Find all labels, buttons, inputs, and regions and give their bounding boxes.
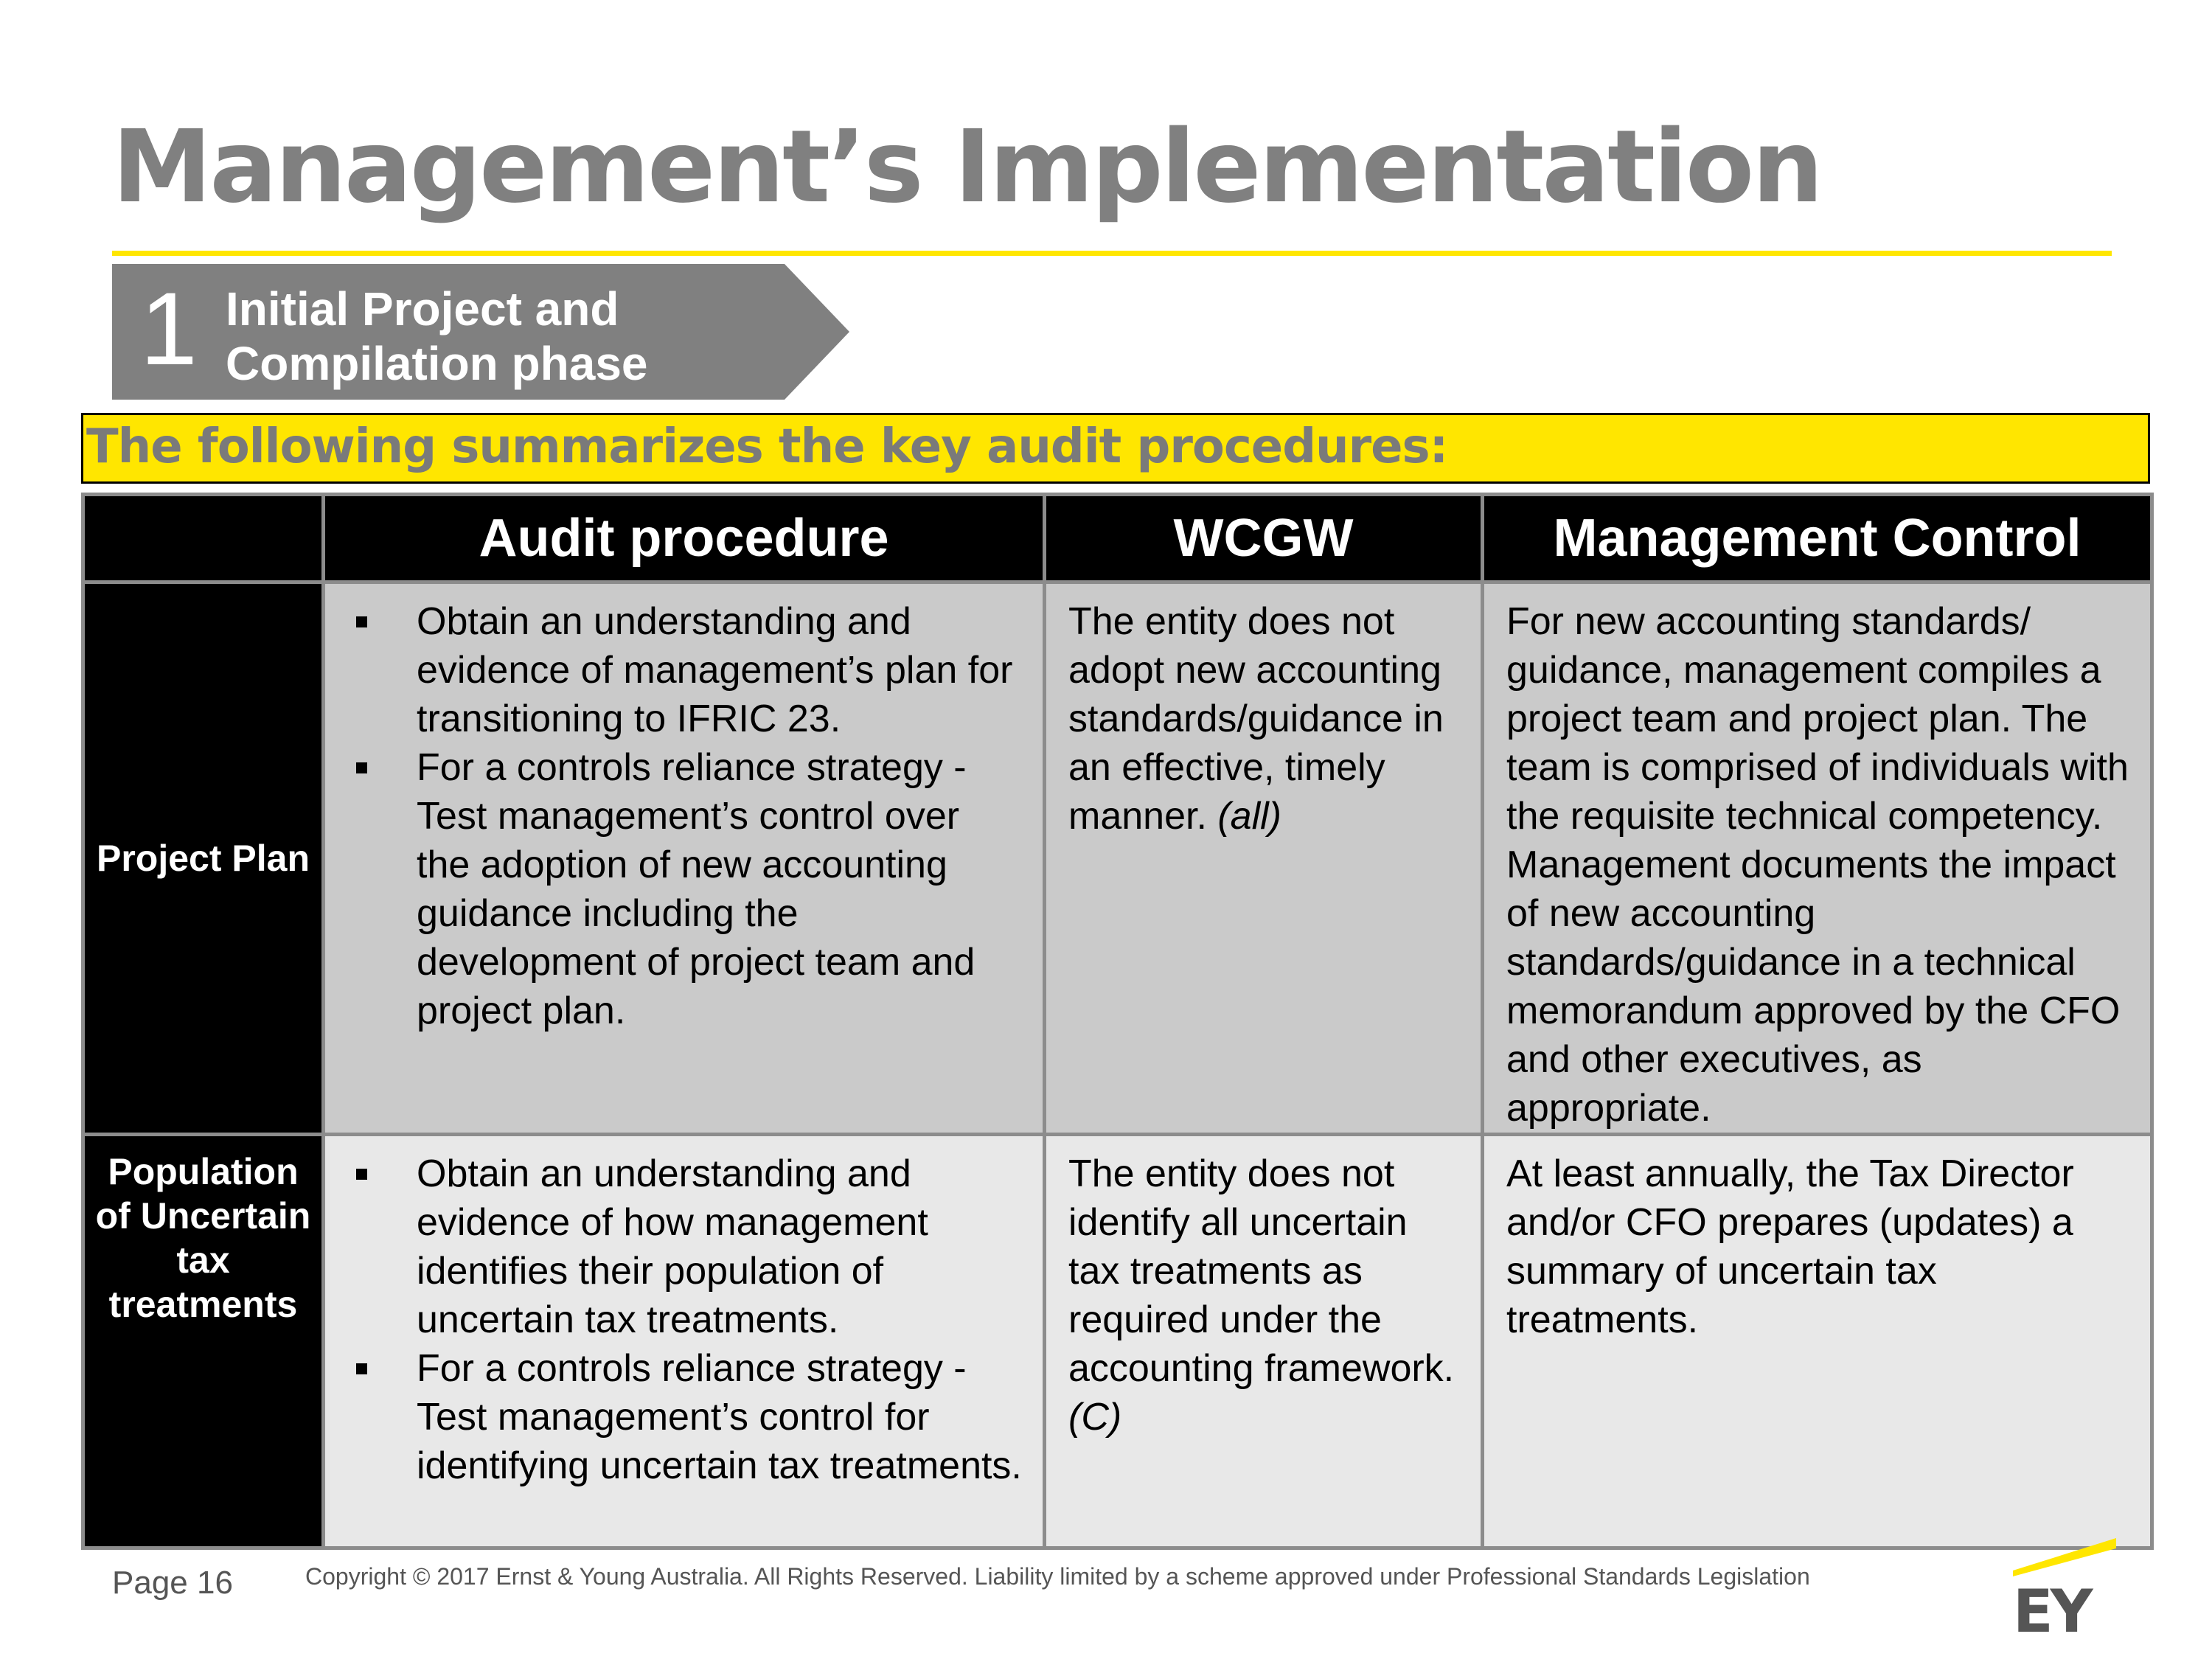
audit-procedures-table	[81, 493, 2154, 1550]
phase-number: 1	[140, 271, 198, 386]
management-control-text: At least annually, the Tax Director and/or CFO prepares (updates) a summary of uncertain tax treatments.	[1506, 1152, 2074, 1341]
copyright-notice: Copyright © 2017 Ernst & Young Australia. All Rights Reserved. Liability limited by a scheme approved under Professional Standards Legislation	[305, 1563, 1810, 1590]
table-row	[83, 1135, 2152, 1548]
management-control-cell	[1483, 582, 2152, 1135]
table-header-row	[83, 495, 2152, 582]
list-item: Obtain an understanding and evidence of how management identifies their population of uncertain tax treatments.	[325, 1150, 1022, 1344]
wcgw-text: The entity does not identify all uncertain tax treatments as required under the accounting framework.	[1068, 1152, 1455, 1390]
table-row	[83, 582, 2152, 1135]
wcgw-tag: (all)	[1217, 795, 1282, 838]
row-label	[83, 1135, 324, 1548]
row-label	[83, 582, 324, 1135]
header-management-control: Management Control	[1483, 495, 2152, 582]
list-item: Obtain an understanding and evidence of management’s plan for transitioning to IFRIC 23.	[325, 597, 1022, 743]
management-control-cell	[1483, 1135, 2152, 1548]
phase-label	[226, 282, 648, 391]
header-audit-procedure: Audit procedure	[324, 495, 1045, 582]
summary-heading-bar	[81, 413, 2150, 484]
ey-logo-text: EY	[2013, 1577, 2090, 1646]
slide-title: Management’s Implementation	[112, 109, 1821, 226]
list-item: For a controls reliance strategy - Test management’s control for identifying uncertain tax treatments.	[325, 1344, 1022, 1490]
audit-procedure-cell	[324, 582, 1045, 1135]
row-label-text: Population of Uncertain tax treatments	[95, 1151, 311, 1325]
header-wcgw: WCGW	[1045, 495, 1483, 582]
phase-label-line1: Initial Project and	[226, 282, 619, 335]
header-corner	[83, 495, 324, 582]
ey-logo	[2013, 1538, 2124, 1649]
wcgw-cell	[1045, 582, 1483, 1135]
title-underline	[112, 251, 2112, 256]
audit-procedure-list	[325, 1150, 1022, 1490]
management-control-text: For new accounting standards/ guidance, management compiles a project team and project plan. The team is comprised of individuals with the requisite technical competency. Management documents the impact of new accounting standards/guidance in a technical memorandum approved by the CFO and other executives, as appropriate.	[1506, 600, 2129, 1130]
wcgw-cell	[1045, 1135, 1483, 1548]
wcgw-tag: (C)	[1068, 1396, 1122, 1439]
audit-procedure-list	[325, 597, 1022, 1035]
wcgw-text: The entity does not adopt new accounting standards/guidance in an effective, timely manner.	[1068, 600, 1444, 838]
phase-chevron	[112, 264, 849, 400]
audit-procedure-cell	[324, 1135, 1045, 1548]
page-number: Page 16	[112, 1565, 233, 1601]
list-item: For a controls reliance strategy - Test management’s control over the adoption of new accounting guidance including the development of project team and project plan.	[325, 743, 1022, 1035]
phase-label-line2: Compilation phase	[226, 337, 648, 390]
row-label-text: Project Plan	[97, 838, 310, 879]
summary-heading: The following summarizes the key audit procedures:	[86, 420, 1448, 474]
